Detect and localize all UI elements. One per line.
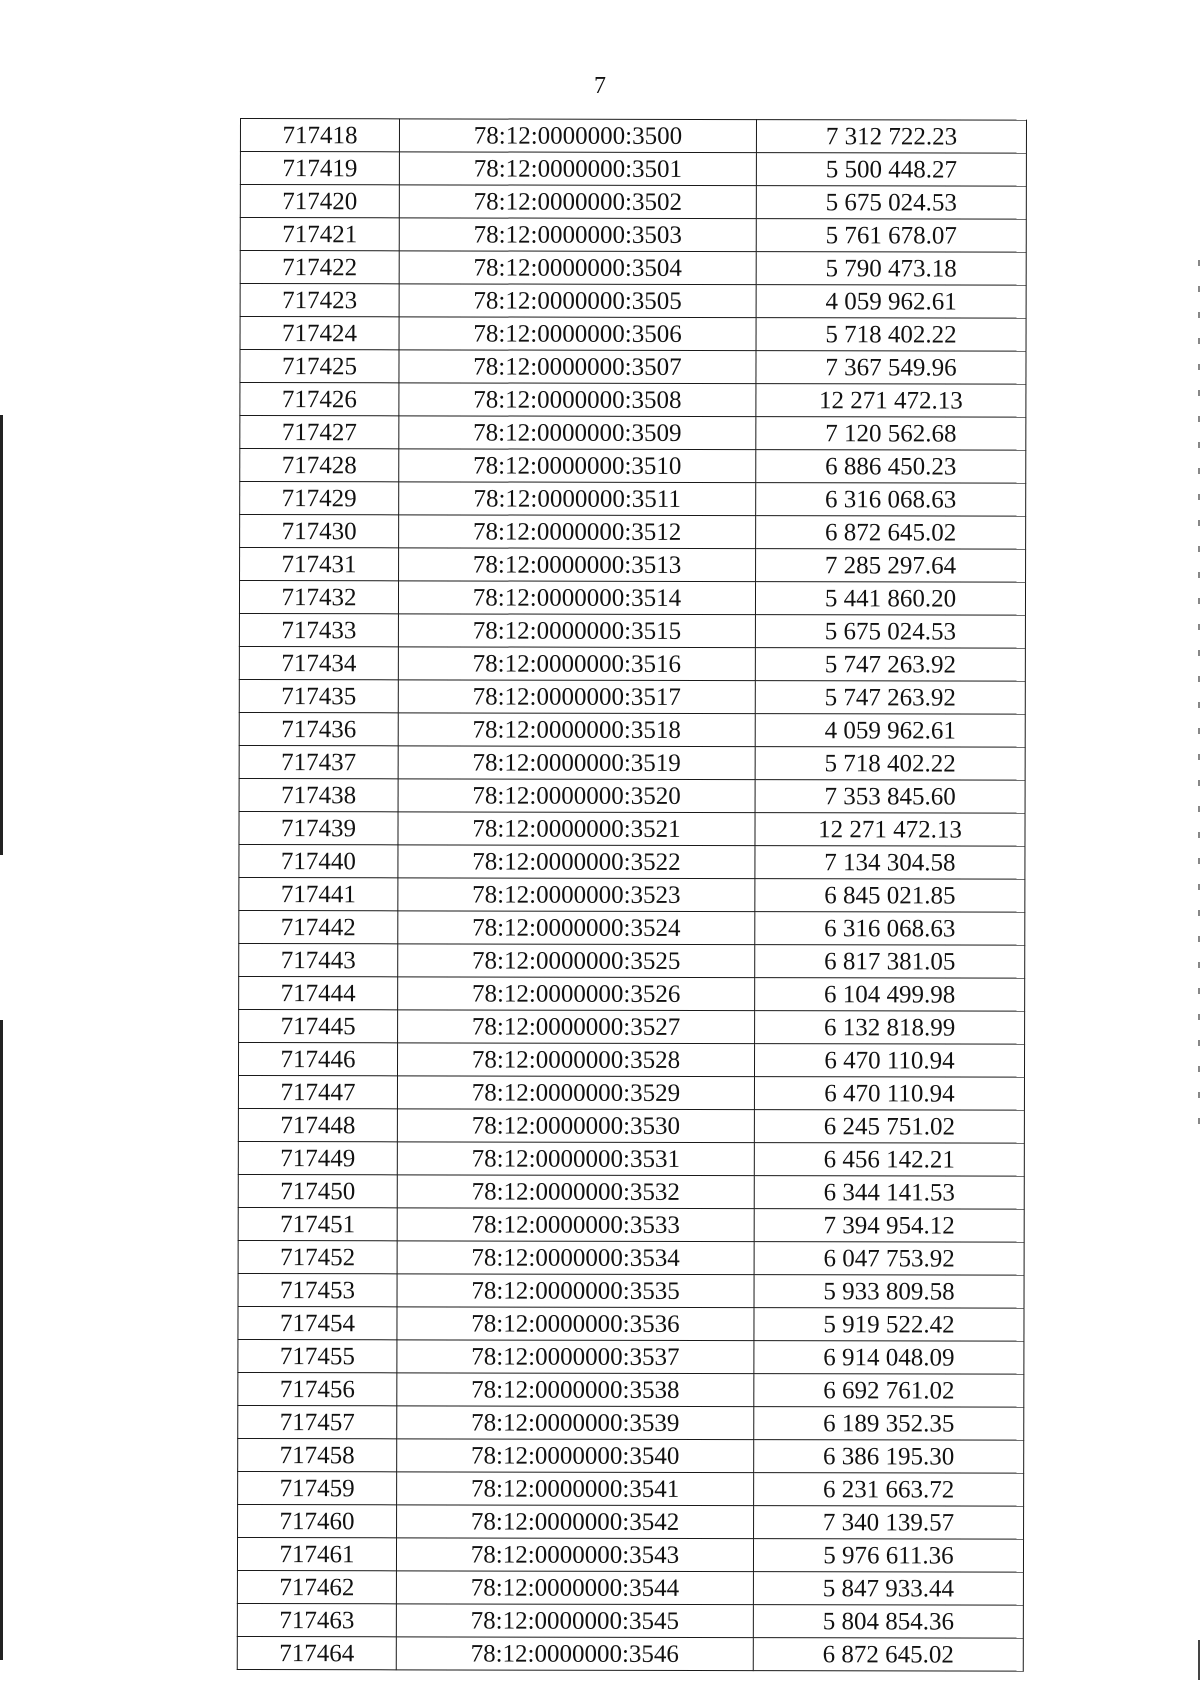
table-row: [239, 811, 1025, 846]
table-body: [237, 119, 1026, 1672]
table-row: [239, 745, 1025, 780]
table-row: [238, 1174, 1024, 1209]
row-number-cell: 717446: [238, 1042, 397, 1075]
table-row: [240, 251, 1026, 286]
row-number-cell: 717452: [238, 1240, 397, 1273]
cadastral-value-cell: 7 340 139.57: [754, 1506, 1024, 1540]
row-number-cell: 717461: [237, 1537, 396, 1570]
cadastral-value-cell: 5 718 402.22: [756, 318, 1026, 352]
cadastral-number-cell: 78:12:0000000:3540: [397, 1439, 754, 1473]
row-number-cell: 717438: [239, 778, 398, 811]
table-row: [237, 1537, 1023, 1572]
cadastral-number-cell: 78:12:0000000:3503: [399, 218, 756, 252]
cadastral-number-cell: 78:12:0000000:3500: [399, 119, 756, 153]
cadastral-value-cell: 5 747 263.92: [755, 648, 1025, 682]
table-row: [239, 778, 1025, 813]
cadastral-value-cell: 6 692 761.02: [754, 1374, 1024, 1408]
table-row: [240, 515, 1026, 550]
cadastral-number-cell: 78:12:0000000:3505: [399, 284, 756, 318]
cadastral-number-cell: 78:12:0000000:3538: [397, 1373, 754, 1407]
cadastral-value-cell: 12 271 472.13: [755, 813, 1025, 847]
cadastral-value-cell: 5 441 860.20: [755, 582, 1025, 616]
table-row: [239, 581, 1025, 616]
table-row: [239, 613, 1025, 648]
table-row: [237, 1603, 1023, 1638]
cadastral-number-cell: 78:12:0000000:3504: [399, 251, 756, 285]
table-row: [240, 383, 1026, 418]
cadastral-number-cell: 78:12:0000000:3525: [398, 944, 755, 978]
row-number-cell: 717421: [240, 218, 399, 251]
row-number-cell: 717458: [238, 1438, 397, 1471]
cadastral-value-cell: 7 120 562.68: [756, 417, 1026, 451]
cadastral-number-cell: 78:12:0000000:3511: [399, 482, 756, 516]
row-number-cell: 717455: [238, 1339, 397, 1372]
cadastral-value-cell: 6 047 753.92: [754, 1242, 1024, 1276]
cadastral-number-cell: 78:12:0000000:3518: [398, 713, 755, 747]
table-row: [238, 1306, 1024, 1341]
cadastral-value-cell: 6 456 142.21: [754, 1143, 1024, 1177]
cadastral-value-cell: 6 914 048.09: [754, 1341, 1024, 1375]
cadastral-value-cell: 6 189 352.35: [754, 1407, 1024, 1441]
table-row: [238, 1075, 1024, 1110]
table-row: [238, 1240, 1024, 1275]
scan-artifact: [0, 415, 3, 855]
cadastral-number-cell: 78:12:0000000:3545: [396, 1604, 753, 1638]
row-number-cell: 717456: [238, 1372, 397, 1405]
table-row: [237, 1636, 1023, 1671]
cadastral-number-cell: 78:12:0000000:3519: [398, 746, 755, 780]
table-row: [238, 1141, 1024, 1176]
cadastral-value-cell: 5 675 024.53: [756, 186, 1026, 220]
cadastral-number-cell: 78:12:0000000:3533: [397, 1208, 754, 1242]
table-row: [240, 317, 1026, 352]
cadastral-value-cell: 6 386 195.30: [754, 1440, 1024, 1474]
cadastral-value-cell: 5 718 402.22: [755, 747, 1025, 781]
page-number: 7: [594, 73, 606, 99]
cadastral-value-cell: 6 872 645.02: [753, 1638, 1023, 1672]
cadastral-value-cell: 7 312 722.23: [756, 120, 1026, 154]
cadastral-number-cell: 78:12:0000000:3529: [397, 1076, 754, 1110]
cadastral-number-cell: 78:12:0000000:3531: [397, 1142, 754, 1176]
cadastral-value-cell: 7 394 954.12: [754, 1209, 1024, 1243]
row-number-cell: 717432: [239, 581, 398, 614]
table-row: [238, 1207, 1024, 1242]
cadastral-number-cell: 78:12:0000000:3541: [397, 1472, 754, 1506]
cadastral-number-cell: 78:12:0000000:3512: [399, 515, 756, 549]
row-number-cell: 717434: [239, 646, 398, 679]
row-number-cell: 717426: [240, 383, 399, 416]
table-row: [239, 646, 1025, 681]
row-number-cell: 717449: [238, 1141, 397, 1174]
table-row: [239, 877, 1025, 912]
row-number-cell: 717447: [238, 1075, 397, 1108]
cadastral-value-cell: 5 675 024.53: [755, 615, 1025, 649]
cadastral-number-cell: 78:12:0000000:3520: [398, 779, 755, 813]
cadastral-value-table: [237, 118, 1027, 1672]
table-row: [238, 1471, 1024, 1506]
cadastral-number-cell: 78:12:0000000:3526: [398, 977, 755, 1011]
table-row: [240, 152, 1026, 187]
row-number-cell: 717423: [240, 284, 399, 317]
table-row: [238, 1339, 1024, 1374]
row-number-cell: 717454: [238, 1306, 397, 1339]
row-number-cell: 717441: [239, 877, 398, 910]
table-row: [240, 284, 1026, 319]
cadastral-number-cell: 78:12:0000000:3521: [398, 812, 755, 846]
cadastral-number-cell: 78:12:0000000:3514: [398, 581, 755, 615]
cadastral-number-cell: 78:12:0000000:3542: [397, 1505, 754, 1539]
cadastral-value-cell: 5 790 473.18: [756, 252, 1026, 286]
row-number-cell: 717431: [240, 548, 399, 581]
cadastral-value-cell: 7 134 304.58: [755, 846, 1025, 880]
row-number-cell: 717462: [237, 1570, 396, 1603]
cadastral-value-cell: 12 271 472.13: [756, 384, 1026, 418]
cadastral-value-cell: 6 817 381.05: [755, 945, 1025, 979]
cadastral-number-cell: 78:12:0000000:3509: [399, 416, 756, 450]
table-row: [238, 1372, 1024, 1407]
row-number-cell: 717442: [239, 910, 398, 943]
table-row: [238, 1108, 1024, 1143]
cadastral-number-cell: 78:12:0000000:3546: [396, 1637, 753, 1671]
row-number-cell: 717457: [238, 1405, 397, 1438]
row-number-cell: 717430: [240, 515, 399, 548]
cadastral-number-cell: 78:12:0000000:3510: [399, 449, 756, 483]
cadastral-number-cell: 78:12:0000000:3516: [398, 647, 755, 681]
table-row: [238, 1504, 1024, 1539]
row-number-cell: 717418: [240, 119, 399, 152]
cadastral-number-cell: 78:12:0000000:3537: [397, 1340, 754, 1374]
cadastral-value-cell: 6 886 450.23: [756, 450, 1026, 484]
cadastral-value-cell: 6 470 110.94: [754, 1077, 1024, 1111]
row-number-cell: 717443: [239, 943, 398, 976]
cadastral-number-cell: 78:12:0000000:3508: [399, 383, 756, 417]
row-number-cell: 717433: [239, 613, 398, 646]
table-row: [238, 1405, 1024, 1440]
row-number-cell: 717463: [237, 1603, 396, 1636]
row-number-cell: 717428: [240, 449, 399, 482]
row-number-cell: 717424: [240, 317, 399, 350]
cadastral-number-cell: 78:12:0000000:3517: [398, 680, 755, 714]
cadastral-number-cell: 78:12:0000000:3530: [397, 1109, 754, 1143]
table-row: [239, 679, 1025, 714]
cadastral-value-cell: 7 353 845.60: [755, 780, 1025, 814]
table-row: [239, 910, 1025, 945]
cadastral-value-cell: 5 747 263.92: [755, 681, 1025, 715]
cadastral-number-cell: 78:12:0000000:3527: [398, 1010, 755, 1044]
row-number-cell: 717439: [239, 811, 398, 844]
row-number-cell: 717422: [240, 251, 399, 284]
table-row: [240, 416, 1026, 451]
row-number-cell: 717451: [238, 1207, 397, 1240]
table-row: [240, 482, 1026, 517]
row-number-cell: 717425: [240, 350, 399, 383]
cadastral-value-cell: 5 761 678.07: [756, 219, 1026, 253]
row-number-cell: 717448: [238, 1108, 397, 1141]
cadastral-value-cell: 4 059 962.61: [755, 714, 1025, 748]
table-row: [240, 185, 1026, 220]
table-row: [240, 119, 1026, 154]
table-row: [238, 1438, 1024, 1473]
row-number-cell: 717460: [238, 1504, 397, 1537]
cadastral-value-cell: 6 470 110.94: [754, 1044, 1024, 1078]
cadastral-number-cell: 78:12:0000000:3543: [396, 1538, 753, 1572]
cadastral-number-cell: 78:12:0000000:3534: [397, 1241, 754, 1275]
row-number-cell: 717429: [240, 482, 399, 515]
scan-artifact: [0, 1020, 3, 1660]
row-number-cell: 717437: [239, 745, 398, 778]
cadastral-number-cell: 78:12:0000000:3515: [398, 614, 755, 648]
cadastral-value-cell: 6 845 021.85: [755, 879, 1025, 913]
cadastral-value-cell: 7 285 297.64: [756, 549, 1026, 583]
row-number-cell: 717420: [240, 185, 399, 218]
row-number-cell: 717436: [239, 712, 398, 745]
cadastral-value-cell: 6 316 068.63: [756, 483, 1026, 517]
row-number-cell: 717445: [239, 1009, 398, 1042]
cadastral-number-cell: 78:12:0000000:3539: [397, 1406, 754, 1440]
cadastral-value-cell: 4 059 962.61: [756, 285, 1026, 319]
cadastral-value-cell: 5 500 448.27: [756, 153, 1026, 187]
cadastral-number-cell: 78:12:0000000:3513: [399, 548, 756, 582]
row-number-cell: 717440: [239, 844, 398, 877]
cadastral-value-cell: 7 367 549.96: [756, 351, 1026, 385]
cadastral-value-cell: 5 847 933.44: [753, 1572, 1023, 1606]
row-number-cell: 717444: [239, 976, 398, 1009]
row-number-cell: 717435: [239, 679, 398, 712]
row-number-cell: 717427: [240, 416, 399, 449]
table-row: [240, 449, 1026, 484]
cadastral-value-cell: 6 104 499.98: [755, 978, 1025, 1012]
cadastral-number-cell: 78:12:0000000:3522: [398, 845, 755, 879]
table-row: [239, 943, 1025, 978]
cadastral-number-cell: 78:12:0000000:3535: [397, 1274, 754, 1308]
cadastral-value-cell: 5 804 854.36: [753, 1605, 1023, 1639]
cadastral-value-cell: 6 872 645.02: [756, 516, 1026, 550]
cadastral-value-cell: 6 245 751.02: [754, 1110, 1024, 1144]
table-row: [238, 1042, 1024, 1077]
cadastral-number-cell: 78:12:0000000:3506: [399, 317, 756, 351]
cadastral-number-cell: 78:12:0000000:3544: [396, 1571, 753, 1605]
table-row: [240, 218, 1026, 253]
cadastral-number-cell: 78:12:0000000:3501: [399, 152, 756, 186]
cadastral-number-cell: 78:12:0000000:3524: [398, 911, 755, 945]
cadastral-value-cell: 6 316 068.63: [755, 912, 1025, 946]
cadastral-value-cell: 5 919 522.42: [754, 1308, 1024, 1342]
row-number-cell: 717419: [240, 152, 399, 185]
cadastral-value-cell: 6 344 141.53: [754, 1176, 1024, 1210]
table-row: [240, 548, 1026, 583]
table-row: [239, 844, 1025, 879]
table-row: [238, 1273, 1024, 1308]
cadastral-number-cell: 78:12:0000000:3528: [397, 1043, 754, 1077]
cadastral-number-cell: 78:12:0000000:3507: [399, 350, 756, 384]
cadastral-value-cell: 6 231 663.72: [754, 1473, 1024, 1507]
table-row: [237, 1570, 1023, 1605]
cadastral-number-cell: 78:12:0000000:3502: [399, 185, 756, 219]
table-row: [240, 350, 1026, 385]
table-row: [239, 712, 1025, 747]
cadastral-value-cell: 5 976 611.36: [753, 1539, 1023, 1573]
cadastral-number-cell: 78:12:0000000:3523: [398, 878, 755, 912]
row-number-cell: 717453: [238, 1273, 397, 1306]
table-row: [239, 1009, 1025, 1044]
cadastral-number-cell: 78:12:0000000:3536: [397, 1307, 754, 1341]
row-number-cell: 717450: [238, 1174, 397, 1207]
table-row: [239, 976, 1025, 1011]
cadastral-value-cell: 6 132 818.99: [755, 1011, 1025, 1045]
row-number-cell: 717459: [238, 1471, 397, 1504]
cadastral-value-cell: 5 933 809.58: [754, 1275, 1024, 1309]
cadastral-number-cell: 78:12:0000000:3532: [397, 1175, 754, 1209]
row-number-cell: 717464: [237, 1636, 396, 1669]
